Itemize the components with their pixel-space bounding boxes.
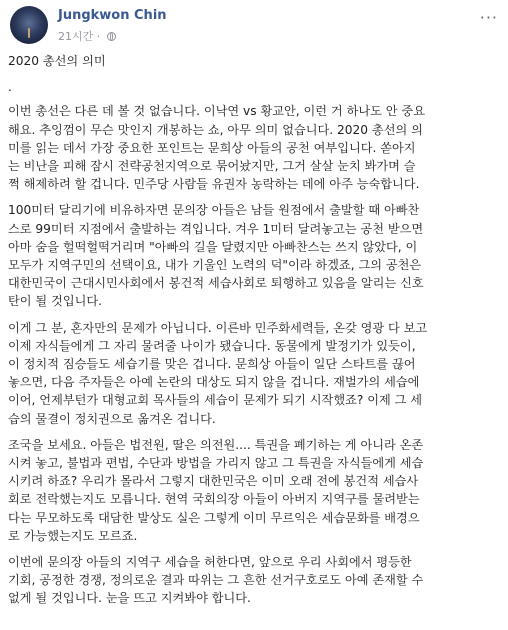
author-name[interactable]: Jungkwon Chin: [58, 8, 167, 23]
avatar-figure: [28, 28, 30, 38]
post-header: [8, 4, 500, 48]
post-separator-dot: .: [8, 80, 12, 95]
post-time[interactable]: 21시간: [58, 30, 94, 43]
post-title: 2020 총선의 의미: [8, 54, 106, 68]
post-paragraph: 이번 총선은 다른 데 볼 것 없습니다. 이낙연 vs 황교안, 이런 거 하나도 안 중요 해요. 추잉껌이 무슨 맛인지 개봉하는 쇼, 아무 의미 없습니다. 2020 총선의 의 미를 읽는 데서 가장 중요한 포인트는 문희상 아들의 공천 여부입니다. 쏟아지 는 비난을 피해 잠시 전략공천지역으로 묶어놨지만, 그거 살살 눈치 봐가며 슬 쩍 해제하려 할 겁니다. 민주당 사람들 유권자 농락하는 데에 아주 능숙합니다.: [8, 104, 425, 192]
globe-icon[interactable]: [107, 32, 116, 41]
post-meta: [58, 28, 116, 44]
more-options-icon[interactable]: ···: [479, 8, 498, 27]
post-paragraph: 조국을 보세요. 아들은 법전원, 딸은 의전원.... 특권을 폐기하는 게 아니라 온존 시켜 놓고, 불법과 편법, 수단과 방법을 가리지 않고 그 특권을 자식들에게 세습 시키려 하죠? 우리가 몰라서 그렇지 대한민국은 이미 오래 전에 봉건적 세습사 회로 전락했는지도 모릅니다. 현역 국회의장 아들이 아버지 지역구를 물려받는 다는 무모하도록 대담한 발상도 실은 그렇게 이미 무르익은 세습문화를 배경으 로 가능했는지도 모르죠.: [8, 437, 424, 543]
post-paragraph: 이번에 문의장 아들의 지역구 세습을 허한다면, 앞으로 우리 사회에서 평등한 기회, 공정한 경쟁, 정의로운 결과 따위는 그 흔한 선거구호로도 아예 존재할 수 없게 될 것입니다. 눈을 뜨고 지켜봐야 합니다.: [8, 555, 424, 606]
post-paragraph: 이게 그 분, 혼자만의 문제가 아닙니다. 이른바 민주화세력들, 온갖 영광 다 보고 이제 자식들에게 그 자리 물려줄 나이가 됐습니다. 동물에게 발정기가 있듯이, 이 정치적 짐승들도 세습기를 맞은 겁니다. 문희상 아들이 일단 스타트를 끊어 놓으면, 다음 주자들은 아예 논란의 대상도 되지 않을 겁니다. 재벌가의 세습에 이어, 언제부턴가 대형교회 목사들의 세습이 문제가 되기 시작했죠? 이제 그 세 습의 물결이 정치권으로 옮겨온 겁니다.: [8, 320, 428, 426]
avatar[interactable]: [10, 6, 48, 44]
post-paragraph: 100미터 달리기에 비유하자면 문의장 아들은 남들 원점에서 출발할 때 아빠찬 스로 99미터 지점에서 출발하는 격입니다. 겨우 1미터 달려놓고는 공천 받으면 아마 숨을 헐떡헐떡거리며 "아빠의 길을 달렸지만 아빠찬스는 쓰지 않았다, 이 모두가 지역구민의 선택이요, 내가 기울인 노력의 덕"이라 하겠죠, 그의 공천은 대한민국이 근대시민사회에서 봉건적 세습사회로 퇴행하고 있음을 알리는 신호 탄이 될 것입니다.: [8, 203, 424, 309]
post-body: [8, 52, 502, 616]
meta-separator: ·: [96, 30, 101, 43]
